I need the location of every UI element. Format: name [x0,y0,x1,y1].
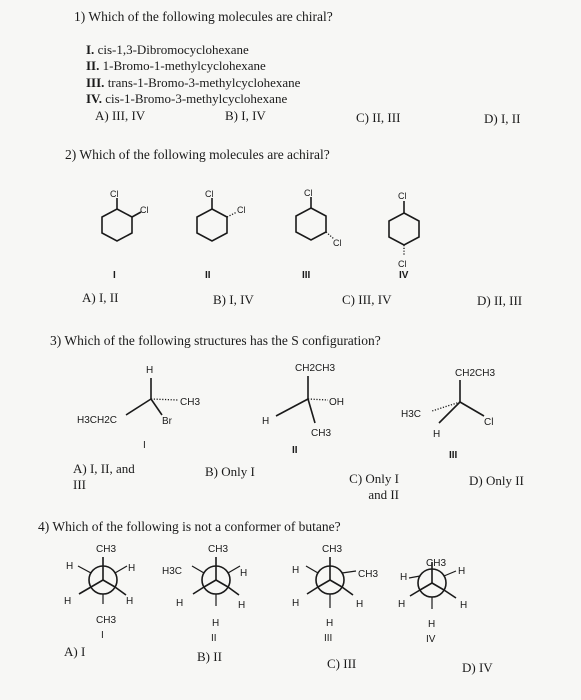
hydrogen-label: H [356,599,364,610]
methyl-label: H3C [162,566,183,577]
structure-label-4: IV [426,634,436,645]
methyl-label: CH3 [96,615,117,626]
q2-structure-label-4: IV [399,270,409,281]
q3-answer-a[interactable]: A) I, II, and III [73,461,135,492]
hydrogen-label: H [262,416,270,427]
hydrogen-label: H [400,572,408,583]
q4-newman-3 [292,544,378,644]
q2-structure-label-2: II [205,270,211,281]
q3-structure-label-2: II [292,445,298,456]
hydrogen-label: H [458,566,466,577]
q4-newman-4 [398,558,467,645]
methyl-label: CH3 [426,558,447,569]
q1-answer-a[interactable]: A) III, IV [95,108,146,123]
bromine-label: Br [162,416,172,427]
q1-item-name: 1-Bromo-1-methylcyclohexane [102,58,266,73]
hydrogen-label: H [126,596,134,607]
q4-newman-2 [162,544,247,644]
q4-answer-b[interactable]: B) II [197,649,222,664]
chlorine-label: Cl [398,191,407,201]
methyl-label: CH3 [96,544,117,555]
q2-structure-2 [197,189,246,241]
q3-question: 3) Which of the following structures has the S configuration? [50,333,381,348]
structure-label-3: III [324,633,333,644]
ethyl-label: CH2CH3 [455,368,496,379]
hydrogen-label: H [433,429,441,440]
hydrogen-label: H [66,561,74,572]
q1-answer-c[interactable]: C) II, III [356,110,401,125]
q4-newman-1 [64,544,135,641]
q1-answer-b[interactable]: B) I, IV [225,108,266,123]
hydrogen-label: H [292,565,300,576]
q3-structure-3 [401,368,495,440]
methyl-label: CH3 [180,397,201,408]
hydrogen-label: H [398,599,406,610]
q4-answer-a[interactable]: A) I [64,644,86,659]
q3-structure-2 [262,363,344,439]
q2-structure-1 [102,189,149,241]
q1-item-num: IV. [86,91,103,106]
q3-answer-d[interactable]: D) Only II [469,473,524,488]
q1-answer-d[interactable]: D) I, II [484,111,521,126]
q1-item-num: I. [86,42,95,57]
q1-item-name: cis-1-Bromo-3-methylcyclohexane [105,91,288,106]
q3-structure-label-1: I [143,440,146,451]
methyl-label: H3C [401,409,422,420]
q1-item-num: III. [86,75,105,90]
methyl-label: CH3 [311,428,332,439]
hydrogen-label: H [64,596,72,607]
hydrogen-label: H [146,365,154,376]
q3-answer-c[interactable]: C) Only I and II [349,471,399,502]
q2-question: 2) Which of the following molecules are achiral? [65,147,330,162]
chlorine-label: Cl [140,205,149,215]
q3-structure-label-3: III [449,450,458,461]
hydrogen-label: H [326,618,334,629]
q2-structure-label-3: III [302,270,311,281]
hydrogen-label: H [238,600,246,611]
chlorine-label: Cl [205,189,214,199]
q2-answer-c[interactable]: C) III, IV [342,292,392,307]
q3-structure-1 [77,365,200,427]
q1-item-name: cis-1,3-Dibromocyclohexane [97,42,249,57]
q2-answer-b[interactable]: B) I, IV [213,292,254,307]
chlorine-label: Cl [237,205,246,215]
structure-label-2: II [211,633,217,644]
chlorine-label: Cl [484,417,494,428]
q2-answer-d[interactable]: D) II, III [477,293,523,308]
q2-answer-a[interactable]: A) I, II [82,290,119,305]
ethyl-label: CH2CH3 [295,363,336,374]
chlorine-label: Cl [110,189,119,199]
chlorine-label: Cl [304,188,313,198]
hydrogen-label: H [176,598,184,609]
q2-structure-4 [389,191,419,269]
hydrogen-label: H [240,568,248,579]
q3-answer-b[interactable]: B) Only I [205,464,255,479]
chlorine-label: Cl [333,238,342,248]
q4-answer-c[interactable]: C) III [327,656,357,671]
q1-item-name: trans-1-Bromo-3-methylcyclohexane [107,75,301,90]
ethyl-label: H3CH2C [77,415,118,426]
q4-question: 4) Which of the following is not a conformer of butane? [38,519,341,534]
hydroxyl-label: OH [329,397,344,408]
hydrogen-label: H [212,618,220,629]
methyl-label: CH3 [358,569,379,580]
hydrogen-label: H [292,598,300,609]
methyl-label: CH3 [322,544,343,555]
hydrogen-label: H [428,619,436,630]
q1-item-num: II. [86,58,100,73]
q4-answer-d[interactable]: D) IV [462,660,493,675]
hydrogen-label: H [460,600,468,611]
structure-label-1: I [101,630,104,641]
q1-question: 1) Which of the following molecules are chiral? [74,9,333,24]
chlorine-label: Cl [398,259,407,269]
q2-structure-3 [296,188,342,248]
q2-structure-label-1: I [113,270,116,281]
methyl-label: CH3 [208,544,229,555]
hydrogen-label: H [128,563,136,574]
